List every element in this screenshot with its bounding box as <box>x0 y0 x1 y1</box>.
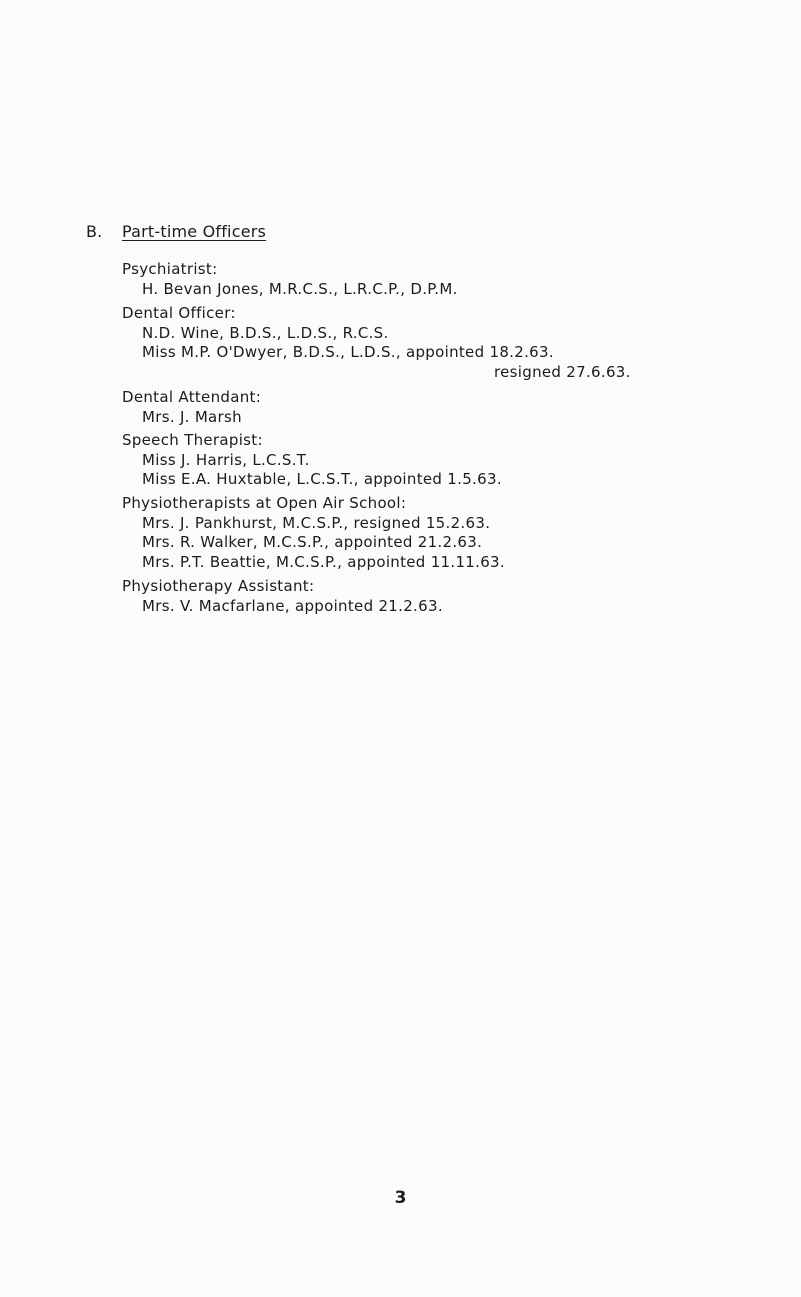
staff-entry: Mrs. J. Marsh <box>142 407 242 426</box>
staff-entry: Mrs. P.T. Beattie, M.C.S.P., appointed 11.11.63. <box>142 552 505 571</box>
staff-group-dental-attendant <box>122 388 261 427</box>
section-letter: B. <box>86 222 103 241</box>
section-heading <box>86 222 266 241</box>
staff-entry: Miss E.A. Huxtable, L.C.S.T., appointed 1.5.63. <box>142 470 502 488</box>
role-label: Psychiatrist: <box>122 260 218 278</box>
staff-group-dental-officer <box>122 304 631 382</box>
page-number: 3 <box>394 1188 407 1208</box>
staff-group-physiotherapy-assistant <box>122 577 443 616</box>
role-label: Physiotherapists at Open Air School: <box>122 494 407 512</box>
staff-group-psychiatrist <box>122 260 458 299</box>
section-title: Part-time Officers <box>122 222 267 241</box>
role-label: Speech Therapist: <box>122 431 263 449</box>
staff-entry: Mrs. J. Pankhurst, M.C.S.P., resigned 15.2.63. <box>142 513 491 532</box>
staff-group-speech-therapist <box>122 431 502 490</box>
staff-entry: N.D. Wine, B.D.S., L.D.S., R.C.S. <box>142 323 389 342</box>
staff-entry: Miss J. Harris, L.C.S.T. <box>142 450 310 469</box>
staff-group-physiotherapists <box>122 494 505 572</box>
staff-entry: H. Bevan Jones, M.R.C.S., L.R.C.P., D.P.M. <box>142 279 458 298</box>
staff-entry: Mrs. R. Walker, M.C.S.P., appointed 21.2.63. <box>142 533 483 551</box>
role-label: Physiotherapy Assistant: <box>122 577 315 595</box>
staff-entry: Mrs. V. Macfarlane, appointed 21.2.63. <box>142 596 443 615</box>
staff-entry-continuation: resigned 27.6.63. <box>494 362 631 381</box>
role-label: Dental Attendant: <box>122 388 262 406</box>
role-label: Dental Officer: <box>122 304 236 322</box>
staff-entry: Miss M.P. O'Dwyer, B.D.S., L.D.S., appointed 18.2.63. <box>142 343 554 361</box>
